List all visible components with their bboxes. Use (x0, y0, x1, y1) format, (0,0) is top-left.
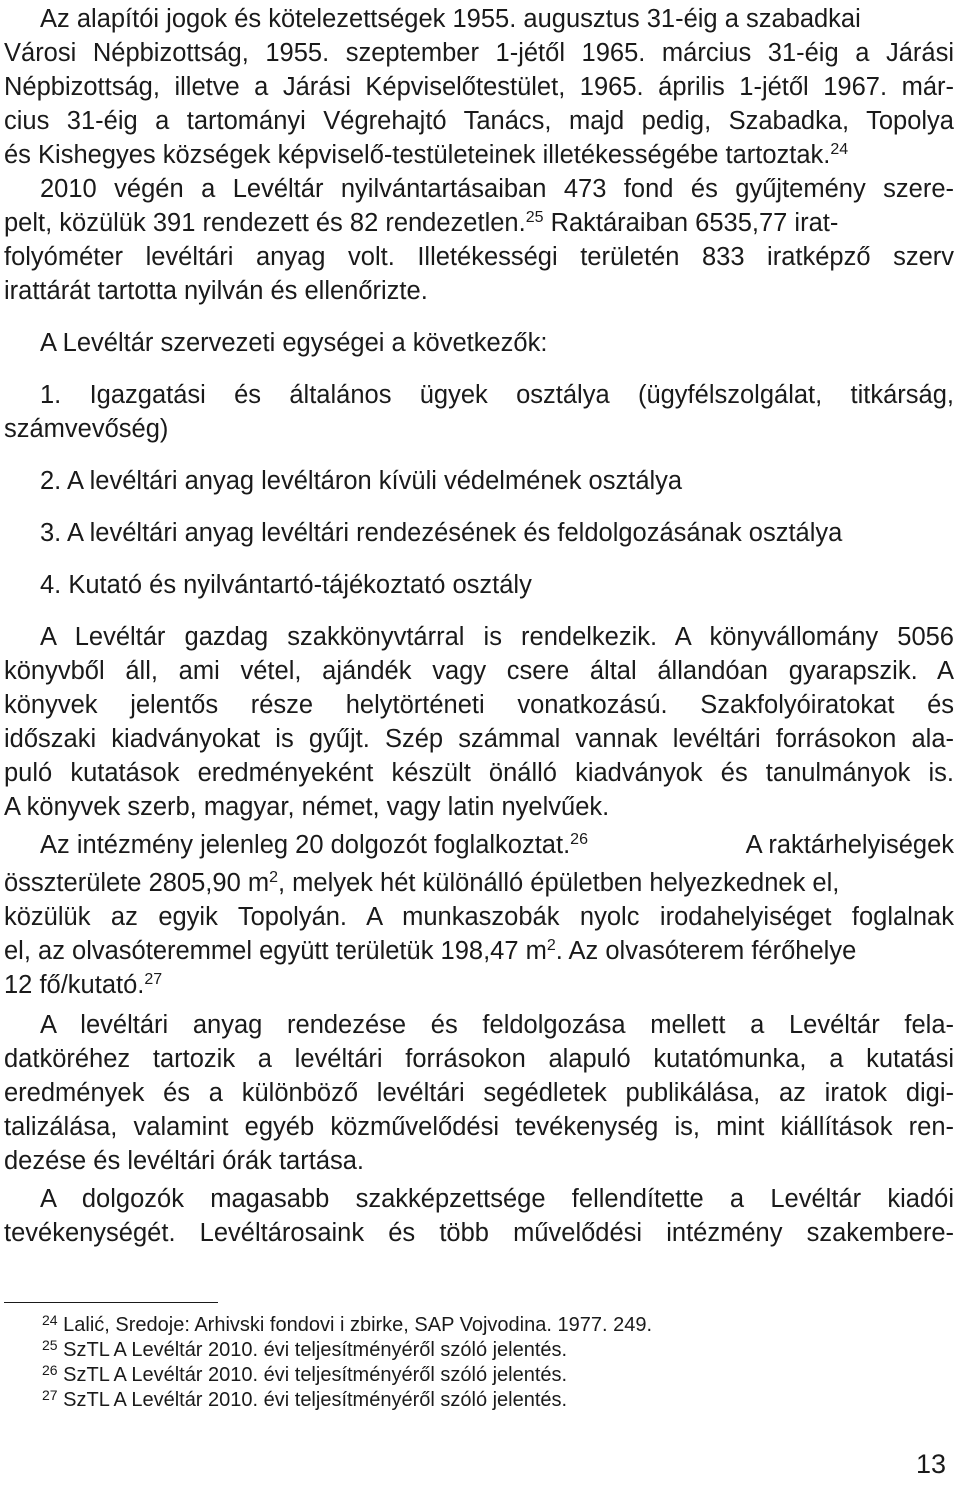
text-line: dezése és levéltári órák tartása. (4, 1147, 365, 1175)
text-line: talizálása, valamint egyéb közművelődési tevékenység is, mint kiállítások ren- (4, 1113, 954, 1141)
text-line (4, 206, 954, 240)
text-line: puló kutatások eredményeként készült önálló kiadványok és tanulmányok is. (4, 759, 954, 787)
text-line: A könyvek szerb, magyar, német, vagy latin nyelvűek. (4, 793, 610, 821)
text-line: folyóméter levéltári anyag volt. Illetékességi területén 833 iratképző szerv (4, 243, 954, 271)
list-item-1: 1. Igazgatási és általános ügyek osztálya (ügyfélszolgálat, titkárság, (40, 381, 954, 409)
text-line: irattárát tartotta nyilván és ellenőrizte. (4, 277, 428, 305)
list-item-3: 3. A levéltári anyag levéltári rendezésének és feldolgozásának osztálya (40, 519, 843, 547)
footnote-text: SzTL A Levéltár 2010. évi teljesítményéről szóló jelentés. (57, 1389, 568, 1411)
footnote-number: 27 (42, 1387, 58, 1403)
text-line: könyvből áll, ami vétel, ajándék vagy csere által állandóan gyarapszik. A (4, 657, 954, 685)
text-line (4, 968, 954, 1002)
list-item-2: 2. A levéltári anyag levéltáron kívüli védelmének osztálya (40, 467, 683, 495)
text-line: A dolgozók magasabb szakképzettsége fellendítette a Levéltár kiadói (40, 1185, 954, 1213)
text-line: datköréhez tartozik a levéltári forrásokon alapuló kutatómunka, a kutatási (4, 1045, 954, 1073)
text-line: könyvek jelentős része helytörténeti vonatkozású. Szakfolyóiratokat és (4, 691, 954, 719)
text-line: eredmények és a különböző levéltári segédletek publikálása, az iratok digi- (4, 1079, 954, 1107)
footnote-text: SzTL A Levéltár 2010. évi teljesítményéről szóló jelentés. (57, 1364, 568, 1386)
text-span: és Kishegyes községek képviselő-testületeinek illetékességébe tartoztak. (4, 141, 831, 169)
superscript: 2 (546, 937, 556, 954)
page-number: 13 (916, 1449, 947, 1479)
text-line (4, 138, 954, 172)
text-span: . Az olvasóterem férőhelye (555, 937, 857, 965)
text-line: 2010 végén a Levéltár nyilvántartásaiban 473 fond és gyűjtemény szere- (40, 175, 954, 203)
text-line: közülük az egyik Topolyán. A munkaszobák nyolc irodahelyiséget foglalnak (4, 903, 954, 931)
text-line: Az alapítói jogok és kötelezettségek 1955. augusztus 31-éig a szabadkai (40, 5, 861, 33)
text-line: A Levéltár szervezeti egységei a következők: (40, 329, 548, 357)
text-line (4, 866, 954, 900)
text-span: 12 fő/kutató. (4, 971, 145, 999)
text-span: Az intézmény jelenleg 20 dolgozót foglalkoztat. (40, 831, 571, 859)
text-line (4, 934, 954, 968)
text-line: időszaki kiadványokat is gyűjt. Szép számmal vannak levéltári forrásokon ala- (4, 725, 954, 753)
text-line: A Levéltár gazdag szakkönyvtárral is rendelkezik. A könyvállomány 5056 (40, 623, 954, 651)
footnote-27 (42, 1387, 567, 1413)
text-span: , melyek hét különálló épületben helyezkednek el, (277, 869, 840, 897)
footnote-26 (42, 1362, 567, 1388)
text-span: pelt, közülük 391 rendezett és 82 rendezetlen. (4, 209, 526, 237)
text-span: Raktáraiban 6535,77 irat- (543, 209, 839, 237)
text-line: Népbizottság, illetve a Járási Képviselőtestület, 1965. április 1-jétől 1967. már- (4, 73, 954, 101)
text-span: összterülete 2805,90 m (4, 869, 270, 897)
footnote-text: SzTL A Levéltár 2010. évi teljesítményéről szóló jelentés. (57, 1339, 568, 1361)
footnote-ref-26[interactable]: 26 (570, 831, 588, 848)
text-line (40, 828, 954, 862)
footnote-25 (42, 1337, 567, 1363)
list-item-4: 4. Kutató és nyilvántartó-tájékoztató osztály (40, 571, 532, 599)
superscript: 2 (269, 869, 278, 886)
footnote-number: 25 (42, 1337, 58, 1353)
text-line: cius 31-éig a tartományi Végrehajtó Tanács, majd pedig, Szabadka, Topolya (4, 107, 954, 135)
text-line: A levéltári anyag rendezése és feldolgozása mellett a Levéltár fela- (40, 1011, 954, 1039)
text-span: el, az olvasóteremmel együtt területük 198,47 m (4, 937, 547, 965)
footnote-ref-27[interactable]: 27 (144, 971, 163, 988)
text-span: A raktárhelyiségek (745, 831, 954, 859)
footnote-ref-25[interactable]: 25 (525, 209, 544, 226)
text-line: tevékenységét. Levéltárosaink és több művelődési intézmény szakembere- (4, 1219, 954, 1247)
footnote-ref-24[interactable]: 24 (830, 141, 849, 158)
footnote-number: 24 (42, 1312, 58, 1328)
text-span (40, 828, 588, 862)
footnote-text: Lalić, Sredoje: Arhivski fondovi i zbirke, SAP Vojvodina. 1977. 249. (57, 1314, 653, 1336)
list-item-1-cont: számvevőség) (4, 415, 169, 443)
footnote-24 (42, 1312, 652, 1338)
text-line: Városi Népbizottság, 1955. szeptember 1-jétől 1965. március 31-éig a Járási (4, 39, 954, 67)
footnote-number: 26 (42, 1362, 58, 1378)
footnote-separator (4, 1302, 218, 1303)
